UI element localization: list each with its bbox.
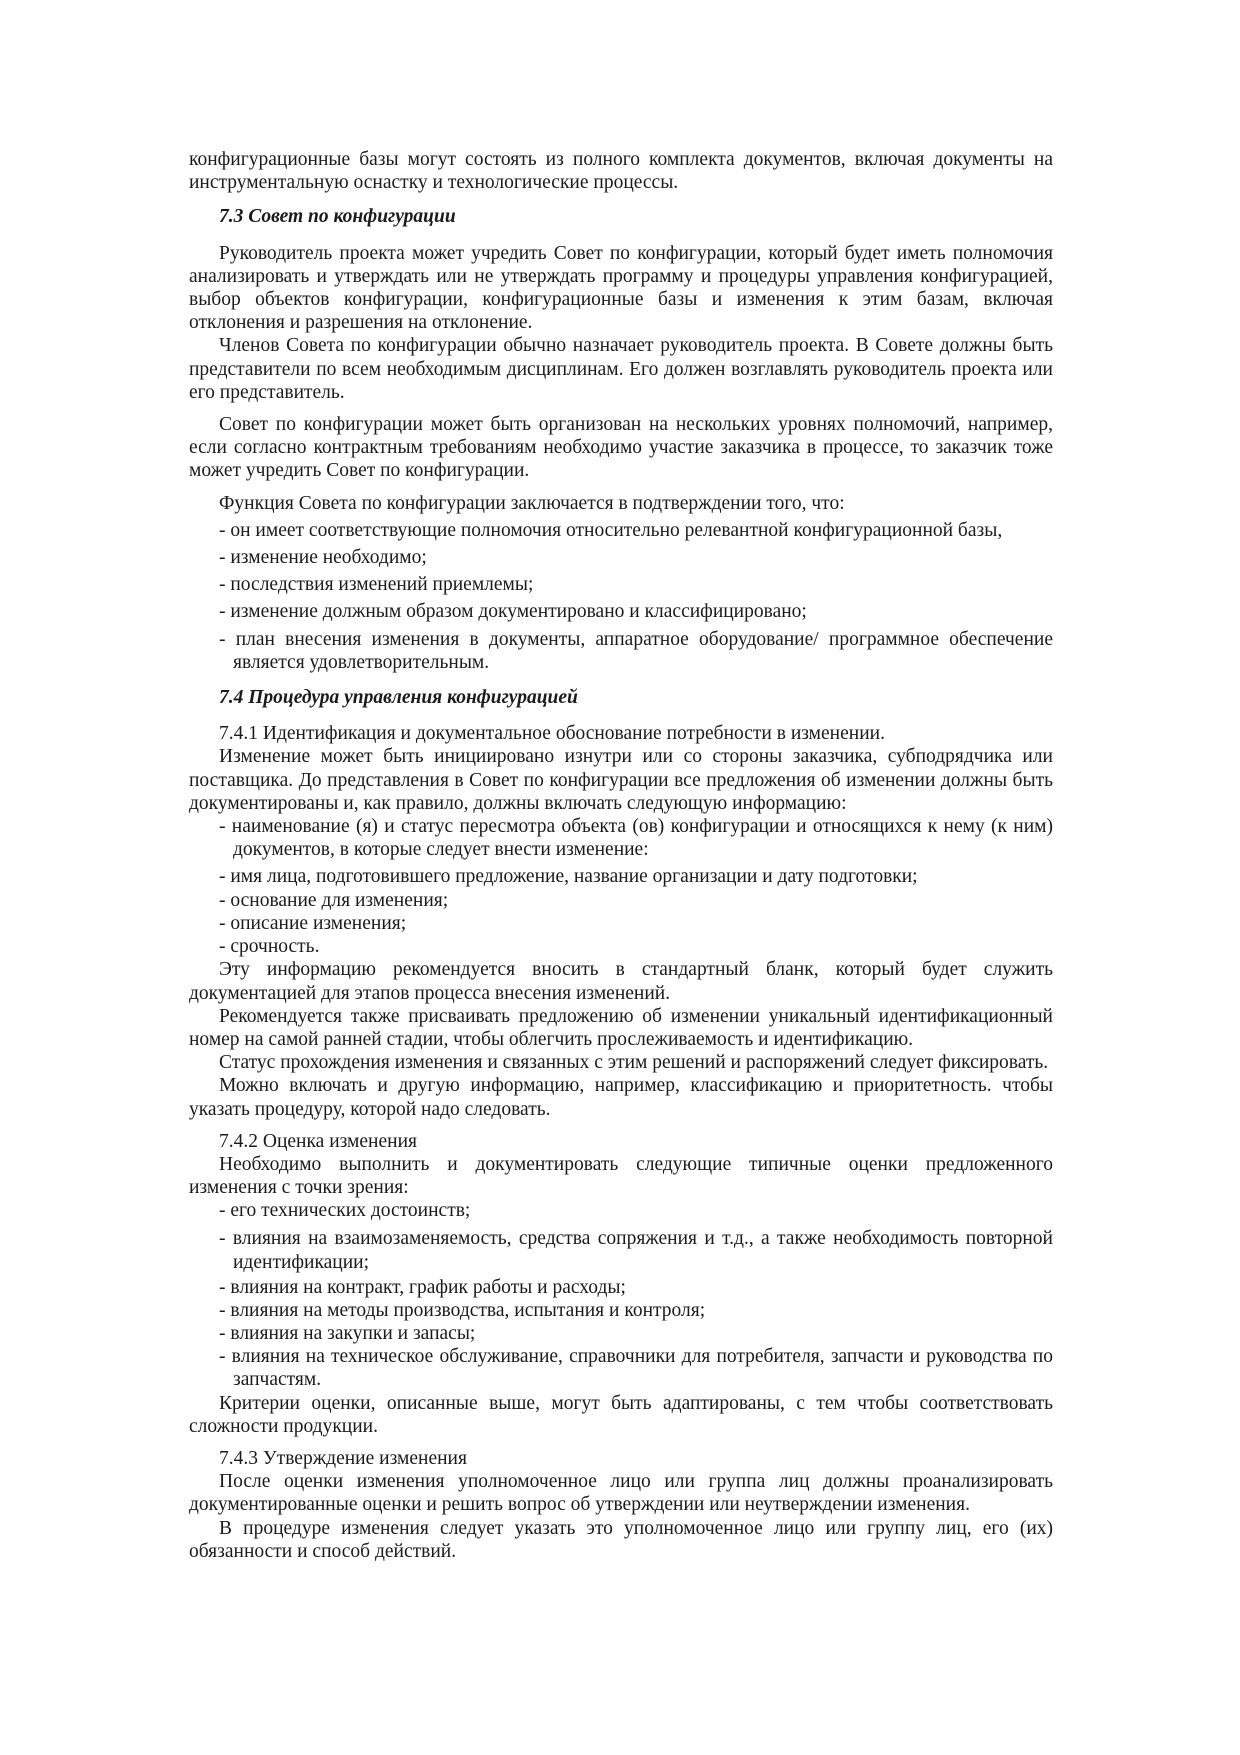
paragraph: Членов Совета по конфигурации обычно назначает руководитель проекта. В Совете должны быть представители по всем необходимым дисциплинам. Его должен возглавлять руководитель проекта или его представитель. [189, 335, 1053, 403]
paragraph: Критерии оценки, описанные выше, могут быть адаптированы, с тем чтобы соответствовать сложности продукции. [189, 1392, 1053, 1437]
paragraph: Функция Совета по конфигурации заключается в подтверждении того, что: [219, 492, 845, 514]
list-item: - срочность. [219, 936, 320, 958]
paragraph: Можно включать и другую информацию, например, классификацию и приоритетность. чтобы указать процедуру, которой надо следовать. [189, 1075, 1053, 1120]
list-item: - имя лица, подготовившего предложение, название организации и дату подготовки; [219, 866, 918, 888]
list-item: - влияния на методы производства, испытания и контроля; [219, 1299, 706, 1321]
intro-paragraph: конфигурационные базы могут состоять из полного комплекта документов, включая документы на инструментальную оснастку и технологические процессы. [189, 149, 1053, 194]
paragraph: Эту информацию рекомендуется вносить в стандартный бланк, который будет служить документацией для этапов процесса внесения изменений. [189, 959, 1053, 1004]
subsection-heading-7-4-2: 7.4.2 Оценка изменения [219, 1130, 417, 1152]
list-item: - изменение должным образом документировано и классифицировано; [219, 601, 807, 623]
list-item: - основание для изменения; [219, 889, 449, 911]
section-heading-7-3: 7.3 Совет по конфигурации [219, 206, 456, 228]
paragraph: После оценки изменения уполномоченное лицо или группа лиц должны проанализировать документированные оценки и решить вопрос об утверждении или неутверждении изменения. [189, 1471, 1053, 1516]
section-heading-7-4: 7.4 Процедура управления конфигурацией [219, 687, 578, 709]
list-item: - описание изменения; [219, 912, 407, 934]
subsection-heading-7-4-3: 7.4.3 Утверждение изменения [219, 1447, 467, 1469]
paragraph: Совет по конфигурации может быть организован на нескольких уровнях полномочий, например, если согласно контрактным требованиям необходимо участие заказчика в процессе, то заказчик тоже может учредить Совет по конфигурации. [189, 414, 1053, 482]
list-item: - влияния на техническое обслуживание, справочники для потребителя, запчасти и руководства по запчастям. [219, 1346, 1053, 1391]
list-item: - последствия изменений приемлемы; [219, 574, 534, 596]
subsection-heading-7-4-1: 7.4.1 Идентификация и документальное обоснование потребности в изменении. [219, 723, 885, 745]
list-item: - влияния на закупки и запасы; [219, 1322, 476, 1344]
paragraph: В процедуре изменения следует указать это уполномоченное лицо или группу лиц, его (их) обязанности и способ действий. [189, 1517, 1053, 1562]
paragraph: Изменение может быть инициировано изнутри или со стороны заказчика, субподрядчика или поставщика. До представления в Совет по конфигурации все предложения об изменении должны быть документированы и, как правило, должны включать следующую информацию: [189, 746, 1053, 814]
list-item: - изменение необходимо; [219, 547, 427, 569]
paragraph: Статус прохождения изменения и связанных с этим решений и распоряжений следует фиксировать. [219, 1052, 1049, 1074]
list-item: - план внесения изменения в документы, аппаратное оборудование/ программное обеспечение является удовлетворительным. [219, 628, 1053, 673]
paragraph: Необходимо выполнить и документировать следующие типичные оценки предложенного изменения с точки зрения: [189, 1153, 1053, 1199]
list-item: - он имеет соответствующие полномочия относительно релевантной конфигурационной базы, [219, 519, 1003, 541]
list-item: - влияния на взаимозаменяемость, средства сопряжения и т.д., а также необходимость повторной идентификации; [219, 1227, 1053, 1274]
paragraph: Рекомендуется также присваивать предложению об изменении уникальный идентификационный номер на самой ранней стадии, чтобы облегчить прослеживаемость и идентификацию. [189, 1005, 1053, 1050]
list-item: - влияния на контракт, график работы и расходы; [219, 1276, 626, 1298]
list-item: - его технических достоинств; [219, 1200, 471, 1222]
paragraph: Руководитель проекта может учредить Совет по конфигурации, который будет иметь полномочия анализировать и утверждать или не утверждать программу и процедуры управления конфигурацией, выбор объектов конфигурации, конфигурационные базы и изменения к этим базам, включая отклонения и разрешения на отклонение. [189, 242, 1053, 334]
list-item: - наименование (я) и статус пересмотра объекта (ов) конфигурации и относящихся к нему (к ним) документов, в которые следует внести изменение: [219, 816, 1053, 861]
